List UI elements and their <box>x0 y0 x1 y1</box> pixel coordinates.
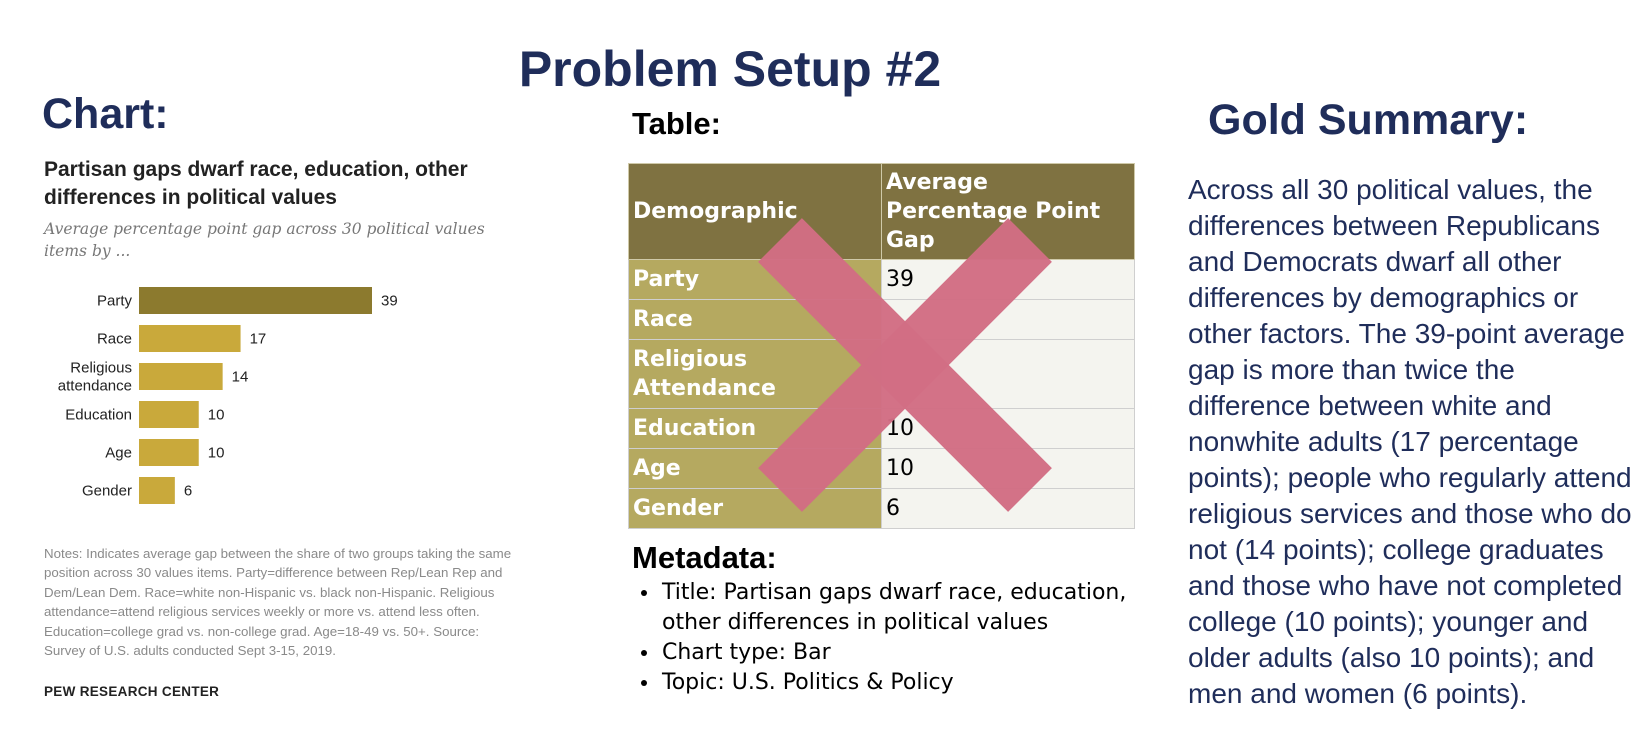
bar-value-label: 39 <box>381 292 398 310</box>
category-label: Age <box>105 444 132 462</box>
chart-notes <box>44 544 514 660</box>
table-cell-label: Gender <box>629 489 882 529</box>
table-header-demographic: Demographic <box>629 164 882 260</box>
bar-age <box>139 439 199 466</box>
category-label: Gender <box>81 482 132 500</box>
metadata-item-title: • Title: Partisan gaps dwarf race, education, other differences in political values <box>660 578 1180 638</box>
chart-panel <box>44 156 514 699</box>
table-cell-label: Age <box>629 449 882 489</box>
table-cell-value: 10 <box>882 409 1135 449</box>
metadata-heading: Metadata: <box>632 540 777 575</box>
bar-value-label: 10 <box>207 406 225 424</box>
table-cell-label: Religious Attendance <box>629 340 882 409</box>
bar-value-label: 6 <box>183 482 193 500</box>
table-heading: Table: <box>632 106 721 141</box>
bar-party <box>139 287 372 314</box>
metadata-item-topic: • Topic: U.S. Politics & Policy <box>660 668 1180 698</box>
metadata-item-chart-type: • Chart type: Bar <box>660 638 1180 668</box>
table-cell-label: Race <box>629 300 882 340</box>
category-label-line: Religious <box>70 359 132 377</box>
bar-value-label: 14 <box>231 368 249 386</box>
category-label: Education <box>65 406 132 424</box>
chart-notes-text: Notes: Indicates average gap between the share of two groups taking the same position across 30 values items. Party=difference between Rep/Lean Rep and Dem/Lean Dem. Race=white non-Hispanic vs. black non-Hispanic. Religious attendance=attend religious services weekly or more vs. attend less often. Education=college grad vs. non-college grad. Age=18-49 vs. 50+. <box>44 546 512 639</box>
summary-heading: Gold Summary: <box>1208 96 1529 144</box>
table-cell-label: Party <box>629 260 882 300</box>
category-label-line: attendance <box>57 377 132 395</box>
chart-source-org: PEW RESEARCH CENTER <box>44 684 220 699</box>
chart-title: Partisan gaps dwarf race, education, other differences in political values <box>44 158 468 209</box>
chart-heading: Chart: <box>42 90 169 138</box>
bar-value-label: 10 <box>207 444 225 462</box>
table-header-gap: Average Percentage Point Gap <box>882 164 1135 260</box>
category-label: Race <box>96 330 132 348</box>
chart-source: Source: Survey of U.S. adults conducted Sept 3-15, 2019. <box>44 623 480 659</box>
gold-summary-text: Across all 30 political values, the differences between Republicans and Democrats dwarf all other differences by demographics or other factors. The 39-point average gap is more than twice the difference between white and nonwhite adults (17 percentage points); people who regularly attend religious services and those who do not (14 points); college graduates and those who have not completed college (10 points); younger and older adults (also 10 points); and men and women (6 points). <box>1188 174 1632 709</box>
table-cell-label: Education <box>629 409 882 449</box>
table-cell-value: 6 <box>882 489 1135 529</box>
bar-value-label: 17 <box>249 330 267 348</box>
bar-chart <box>44 280 444 520</box>
metadata-list <box>632 578 1180 698</box>
cross-out-icon <box>755 215 1055 515</box>
category-label <box>58 360 132 395</box>
chart-subtitle: Average percentage point gap across 30 political values items by ... <box>44 220 485 260</box>
bar-religious-attendance <box>139 363 223 390</box>
slide-title: Problem Setup #2 <box>518 41 942 97</box>
bar-education <box>139 401 199 428</box>
bar-race <box>139 325 241 352</box>
bar-gender <box>139 477 175 504</box>
table-cell-value: 10 <box>882 449 1135 489</box>
category-label: Party <box>96 292 132 310</box>
table-cell-value: 39 <box>882 260 1135 300</box>
